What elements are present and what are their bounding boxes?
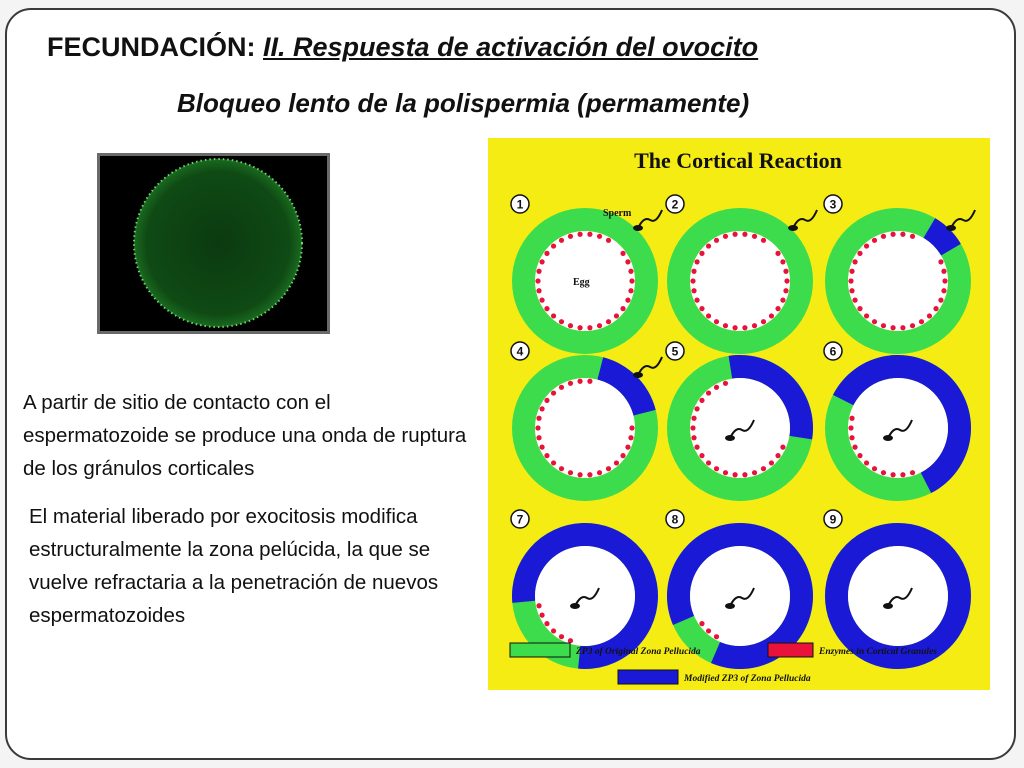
- cortical-granule: [852, 445, 857, 450]
- cortical-granule: [544, 453, 549, 458]
- cortical-granule: [568, 323, 573, 328]
- cortical-granule: [761, 238, 766, 243]
- cortical-granule: [752, 470, 757, 475]
- cortical-granule: [890, 472, 895, 477]
- panel-number-label: 1: [516, 197, 524, 212]
- cortical-granule: [577, 379, 582, 384]
- cortical-granule: [919, 319, 924, 324]
- sperm-head: [725, 435, 735, 441]
- cortical-granule: [927, 313, 932, 318]
- sperm-head: [883, 435, 893, 441]
- cortical-granule: [775, 251, 780, 256]
- cortical-granule: [544, 306, 549, 311]
- cortical-granule: [535, 425, 540, 430]
- sperm-head: [725, 603, 735, 609]
- cortical-granule: [784, 278, 789, 283]
- cortical-granule: [714, 385, 719, 390]
- sperm-head: [633, 372, 643, 378]
- slide-title-main: FECUNDACIÓN:: [47, 32, 256, 62]
- cortical-granule: [699, 621, 704, 626]
- cortical-granule: [597, 234, 602, 239]
- sperm-head: [946, 225, 956, 231]
- panel-number-label: 9: [829, 512, 837, 527]
- cortical-granule: [881, 234, 886, 239]
- cortical-granule: [690, 278, 695, 283]
- cortical-granule: [694, 298, 699, 303]
- cortical-granule: [694, 406, 699, 411]
- cortical-granule: [551, 313, 556, 318]
- cortical-granule: [852, 298, 857, 303]
- cortical-granule: [551, 243, 556, 248]
- cortical-granule: [872, 466, 877, 471]
- egg-cell-fluorescent: [134, 159, 302, 327]
- cortical-granule: [620, 453, 625, 458]
- cortical-granule: [535, 278, 540, 283]
- legend-swatch: [510, 643, 570, 657]
- cortical-granule: [872, 238, 877, 243]
- cortical-granule: [597, 323, 602, 328]
- panel-number-label: 4: [516, 344, 524, 359]
- cortical-granule: [551, 628, 556, 633]
- legend-label: Enzymes in Cortical Granules: [819, 647, 937, 657]
- cortical-granule: [539, 259, 544, 264]
- egg-cytoplasm: [848, 546, 948, 646]
- cortical-granule: [780, 298, 785, 303]
- cortical-granule: [628, 435, 633, 440]
- paragraph-contact-wave: A partir de sitio de contacto con el espermatozoide se produce una onda de ruptura de los gránulos corticales: [23, 391, 467, 480]
- cortical-granule: [706, 628, 711, 633]
- slide-title-subtitle: II. Respuesta de activación del ovocito: [263, 32, 759, 62]
- cortical-granule: [544, 251, 549, 256]
- legend-label: Modified ZP3 of Zona Pellucida: [684, 674, 811, 684]
- egg-cytoplasm: [848, 378, 948, 478]
- cortical-granule: [881, 470, 886, 475]
- cortical-granule: [742, 232, 747, 237]
- cortical-granule: [864, 460, 869, 465]
- egg-cytoplasm: [535, 546, 635, 646]
- panel-number-label: 6: [829, 344, 837, 359]
- cortical-granule: [723, 323, 728, 328]
- cortical-granule: [536, 416, 541, 421]
- cortical-granule: [559, 385, 564, 390]
- fluorescent-egg-micrograph: [97, 153, 330, 334]
- cortical-granule: [628, 288, 633, 293]
- cortical-granule: [900, 472, 905, 477]
- cortical-granule: [536, 269, 541, 274]
- cortical-reaction-figure: [488, 138, 990, 690]
- egg-cytoplasm: [690, 546, 790, 646]
- cortical-granule: [849, 269, 854, 274]
- cortical-granule: [606, 238, 611, 243]
- cortical-granule: [732, 472, 737, 477]
- cortical-granule: [775, 306, 780, 311]
- cortical-granule: [910, 234, 915, 239]
- cortical-granule: [714, 238, 719, 243]
- cortical-granule: [699, 453, 704, 458]
- cortical-granule: [699, 398, 704, 403]
- cortical-granule: [742, 325, 747, 330]
- cortical-granule: [694, 445, 699, 450]
- cortical-granule: [597, 470, 602, 475]
- cortical-granule: [629, 278, 634, 283]
- cortical-granule: [606, 466, 611, 471]
- cortical-granule: [691, 416, 696, 421]
- cortical-granule: [587, 325, 592, 330]
- cortical-granule: [539, 298, 544, 303]
- cortical-granule: [864, 313, 869, 318]
- egg-cytoplasm: [690, 231, 790, 331]
- cortical-granule: [614, 313, 619, 318]
- cortical-granule: [723, 381, 728, 386]
- paragraph-exocytosis: El material liberado por exocitosis modifica estructuralmente la zona pelúcida, la que se vuelve refractaria a la penetración de nuevos espermatozoides: [29, 505, 439, 627]
- cortical-granule: [551, 390, 556, 395]
- slide: [5, 8, 1016, 760]
- figure-title: The Cortical Reaction: [634, 148, 842, 173]
- cortical-granule: [690, 425, 695, 430]
- cortical-granule: [900, 232, 905, 237]
- cortical-granule: [761, 319, 766, 324]
- sperm-label: Sperm: [603, 208, 632, 219]
- cortical-granule: [848, 425, 853, 430]
- cortical-granule: [625, 259, 630, 264]
- cortical-granule: [559, 466, 564, 471]
- cortical-granule: [699, 251, 704, 256]
- cortical-granule: [783, 269, 788, 274]
- cortical-granule: [752, 234, 757, 239]
- cortical-granule: [938, 298, 943, 303]
- cortical-granule: [742, 472, 747, 477]
- cortical-granule: [577, 472, 582, 477]
- cortical-granule: [910, 323, 915, 328]
- panel-number-label: 2: [671, 197, 679, 212]
- cortical-granule: [775, 453, 780, 458]
- cortical-granule: [857, 453, 862, 458]
- panel-number-label: 7: [516, 512, 524, 527]
- cortical-granule: [941, 288, 946, 293]
- sperm-head: [570, 603, 580, 609]
- cortical-granule: [706, 390, 711, 395]
- cortical-granule: [706, 243, 711, 248]
- cortical-granule: [544, 398, 549, 403]
- cortical-granule: [691, 435, 696, 440]
- cortical-granule: [539, 613, 544, 618]
- cortical-granule: [723, 234, 728, 239]
- cortical-granule: [938, 259, 943, 264]
- cortical-granule: [752, 323, 757, 328]
- slide-subtitle: Bloqueo lento de la polispermia (permamente): [177, 88, 750, 118]
- cortical-granule: [864, 243, 869, 248]
- egg-cytoplasm: [535, 378, 635, 478]
- cortical-granule: [625, 298, 630, 303]
- cortical-granule: [857, 251, 862, 256]
- cortical-granule: [539, 445, 544, 450]
- sperm-head: [788, 225, 798, 231]
- cortical-granule: [536, 435, 541, 440]
- cortical-granule: [780, 445, 785, 450]
- cortical-granule: [849, 288, 854, 293]
- cortical-granule: [539, 406, 544, 411]
- cortical-granule: [723, 470, 728, 475]
- cortical-granule: [559, 238, 564, 243]
- legend-swatch: [768, 643, 813, 657]
- cortical-granule: [625, 445, 630, 450]
- panel-number-label: 8: [671, 512, 679, 527]
- cortical-granule: [691, 288, 696, 293]
- cortical-granule: [780, 259, 785, 264]
- cortical-granule: [890, 232, 895, 237]
- panel-number-label: 5: [671, 344, 679, 359]
- cortical-granule: [620, 251, 625, 256]
- panel-number-label: 3: [829, 197, 837, 212]
- cortical-granule: [699, 306, 704, 311]
- sperm-head: [633, 225, 643, 231]
- cortical-granule: [629, 425, 634, 430]
- cortical-granule: [694, 259, 699, 264]
- cortical-granule: [544, 621, 549, 626]
- slide-title: [47, 32, 758, 63]
- cortical-granule: [606, 319, 611, 324]
- cortical-granule: [761, 466, 766, 471]
- legend-label: ZP3 of Original Zona Pellucida: [576, 647, 701, 657]
- egg-label: Egg: [573, 277, 590, 288]
- cortical-granule: [559, 319, 564, 324]
- cortical-granule: [783, 288, 788, 293]
- cortical-granule: [933, 306, 938, 311]
- cortical-granule: [568, 234, 573, 239]
- cortical-granule: [910, 470, 915, 475]
- cortical-granule: [890, 325, 895, 330]
- cortical-granule: [577, 325, 582, 330]
- egg-cytoplasm: [848, 231, 948, 331]
- cortical-granule: [849, 435, 854, 440]
- cortical-granule: [536, 288, 541, 293]
- cortical-granule: [714, 319, 719, 324]
- cortical-granule: [732, 325, 737, 330]
- cortical-granule: [872, 319, 877, 324]
- cortical-granule: [714, 634, 719, 639]
- legend-swatch: [618, 670, 678, 684]
- cortical-granule: [614, 460, 619, 465]
- cortical-granule: [852, 259, 857, 264]
- cortical-granule: [628, 269, 633, 274]
- cortical-granule: [706, 460, 711, 465]
- cortical-granule: [714, 466, 719, 471]
- cortical-granule: [769, 460, 774, 465]
- cortical-granule: [691, 269, 696, 274]
- cortical-granule: [732, 232, 737, 237]
- cortical-granule: [568, 470, 573, 475]
- cortical-granule: [587, 379, 592, 384]
- cortical-granule: [536, 603, 541, 608]
- cortical-granule: [551, 460, 556, 465]
- cortical-granule: [559, 634, 564, 639]
- cortical-granule: [900, 325, 905, 330]
- cortical-granule: [857, 306, 862, 311]
- egg-cytoplasm: [690, 378, 790, 478]
- cortical-granule: [881, 323, 886, 328]
- cortical-granule: [587, 232, 592, 237]
- cortical-granule: [769, 313, 774, 318]
- cortical-granule: [849, 416, 854, 421]
- cortical-granule: [848, 278, 853, 283]
- sperm-head: [883, 603, 893, 609]
- cortical-granule: [577, 232, 582, 237]
- cortical-granule: [942, 278, 947, 283]
- cortical-granule: [568, 381, 573, 386]
- cortical-granule: [941, 269, 946, 274]
- cortical-granule: [706, 313, 711, 318]
- cortical-granule: [620, 306, 625, 311]
- cortical-granule: [587, 472, 592, 477]
